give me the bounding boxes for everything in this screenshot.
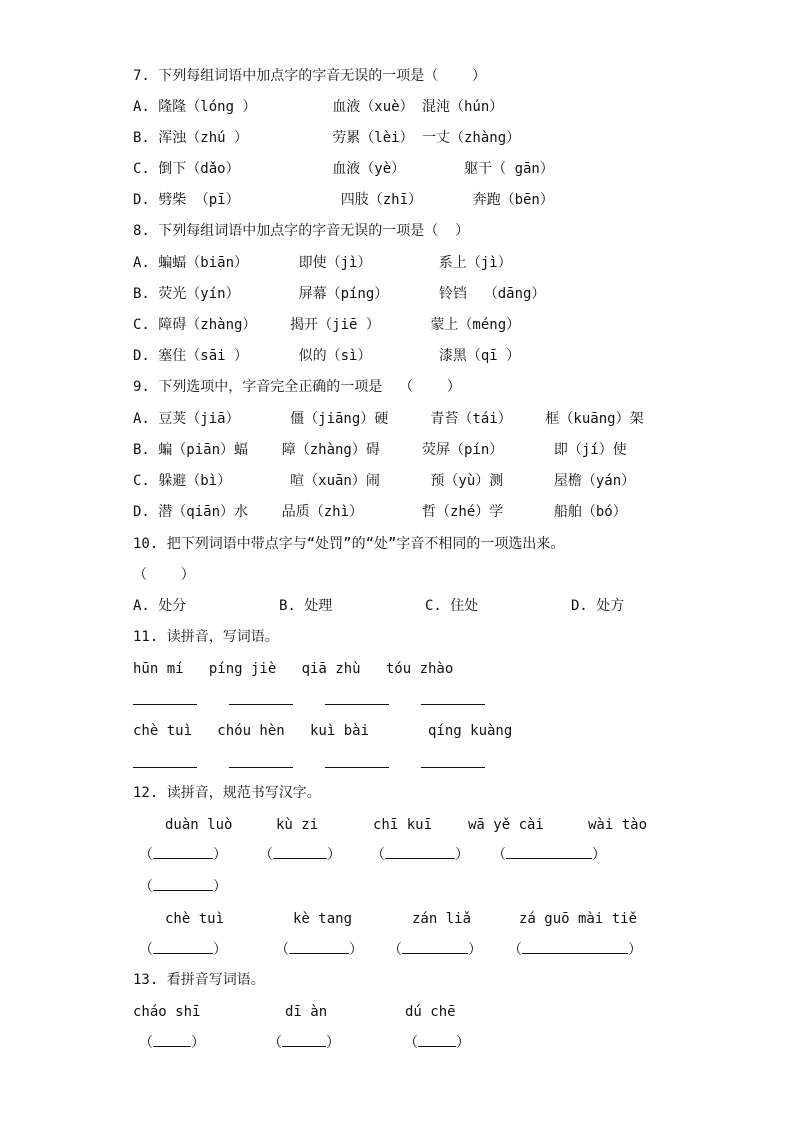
q13-pinyin-1: cháo shī — [133, 1004, 201, 1020]
q12-pinyin-5: wài tào — [588, 817, 648, 833]
q8-stem: 8. 下列每组词语中加点字的字音无误的一项是（ ） — [133, 223, 470, 239]
q12-paren-blank[interactable]: （ ） — [139, 942, 227, 958]
q9-option-d: D. 潜（qiān）水 品质（zhì） 哲（zhé）学 船舶（bó） — [133, 504, 627, 520]
answer-blank[interactable] — [229, 694, 293, 705]
q7-option-c: C. 倒下（dǎo） 血液（yè） 躯干（ gān） — [133, 161, 554, 177]
q7-stem: 7. 下列每组词语中加点字的字音无误的一项是（ ） — [133, 68, 486, 84]
q12-paren-blank[interactable]: （ ） — [508, 942, 642, 958]
q13-pinyin-2: dī àn — [285, 1004, 328, 1020]
q7-option-b: B. 浑浊（zhú ） 劳累（lèi） 一丈（zhàng） — [133, 130, 521, 146]
q12-paren-blank[interactable]: （ ） — [275, 942, 363, 958]
q12-pinyin-7: kè tang — [293, 911, 353, 927]
q7-option-a: A. 隆隆（lóng ） 血液（xuè） 混沌（hún） — [133, 99, 504, 115]
q13-paren-blank[interactable]: （ ） — [268, 1035, 340, 1051]
q12-paren-blank[interactable]: （ ） — [259, 847, 341, 863]
answer-blank[interactable] — [421, 694, 485, 705]
q12-paren-blank[interactable]: （ ） — [388, 942, 482, 958]
answer-blank[interactable] — [133, 694, 197, 705]
q13-stem: 13. 看拼音写词语。 — [133, 972, 265, 988]
answer-blank[interactable] — [421, 757, 485, 768]
q8-option-c: C. 障碍（zhàng） 揭开（jiē ） 蒙上（méng） — [133, 317, 521, 333]
q9-option-c: C. 躲避（bì） 喧（xuān）闹 预（yù）测 屋檐（yán） — [133, 473, 636, 489]
q12-pinyin-4: wā yě cài — [468, 817, 544, 833]
q12-pinyin-8: zán liǎ — [412, 911, 472, 927]
q12-pinyin-1: duàn luò — [165, 817, 233, 833]
q9-option-b: B. 蝙（piān）蝠 障（zhàng）碍 荧屏（pín） 即（jí）使 — [133, 442, 627, 458]
answer-blank[interactable] — [325, 757, 389, 768]
q13-paren-blank[interactable]: （ ） — [404, 1035, 470, 1051]
q11-pinyin-row-1: hūn mí píng jiè qiā zhù tóu zhào — [133, 661, 454, 677]
q10-options: A. 处分 B. 处理 C. 住处 D. 处方 — [133, 598, 625, 614]
q11-pinyin-row-2: chè tuì chóu hèn kuì bài qíng kuàng — [133, 723, 513, 739]
q8-option-b: B. 荧光（yín） 屏幕（píng） 铃铛 （dāng） — [133, 286, 546, 302]
q12-pinyin-6: chè tuì — [165, 911, 225, 927]
answer-blank[interactable] — [133, 757, 197, 768]
q12-pinyin-2: kù zi — [276, 817, 319, 833]
q10-stem: 10. 把下列词语中带点字与“处罚”的“处”字音不相同的一项选出来。 — [133, 536, 565, 552]
q8-option-a: A. 蝙蝠（biān） 即使（jì） 系上（jì） — [133, 255, 512, 271]
q12-stem: 12. 读拼音，规范书写汉字。 — [133, 785, 321, 801]
q9-stem: 9. 下列选项中，字音完全正确的一项是 （ ） — [133, 379, 461, 395]
q8-option-d: D. 塞住（sāi ） 似的（sì） 漆黑（qī ） — [133, 348, 521, 364]
q13-paren-blank[interactable]: （ ） — [139, 1035, 205, 1051]
q13-pinyin-3: dú chē — [405, 1004, 456, 1020]
q12-pinyin-9: zá guō mài tiě — [519, 911, 638, 927]
answer-blank[interactable] — [325, 694, 389, 705]
q12-paren-blank[interactable]: （ ） — [139, 879, 227, 895]
answer-blank[interactable] — [229, 757, 293, 768]
q12-paren-blank[interactable]: （ ） — [371, 847, 469, 863]
q11-stem: 11. 读拼音，写词语。 — [133, 629, 279, 645]
q10-answer-paren: （ ） — [133, 567, 195, 583]
q7-option-d: D. 劈柴 （pī） 四肢（zhī） 奔跑（bēn） — [133, 192, 554, 208]
q9-option-a: A. 豆荚（jiā） 僵（jiāng）硬 青苔（tái） 框（kuāng）架 — [133, 411, 644, 427]
q12-pinyin-3: chī kuī — [373, 817, 433, 833]
q12-paren-blank[interactable]: （ ） — [139, 847, 227, 863]
q12-paren-blank[interactable]: （ ） — [492, 847, 606, 863]
